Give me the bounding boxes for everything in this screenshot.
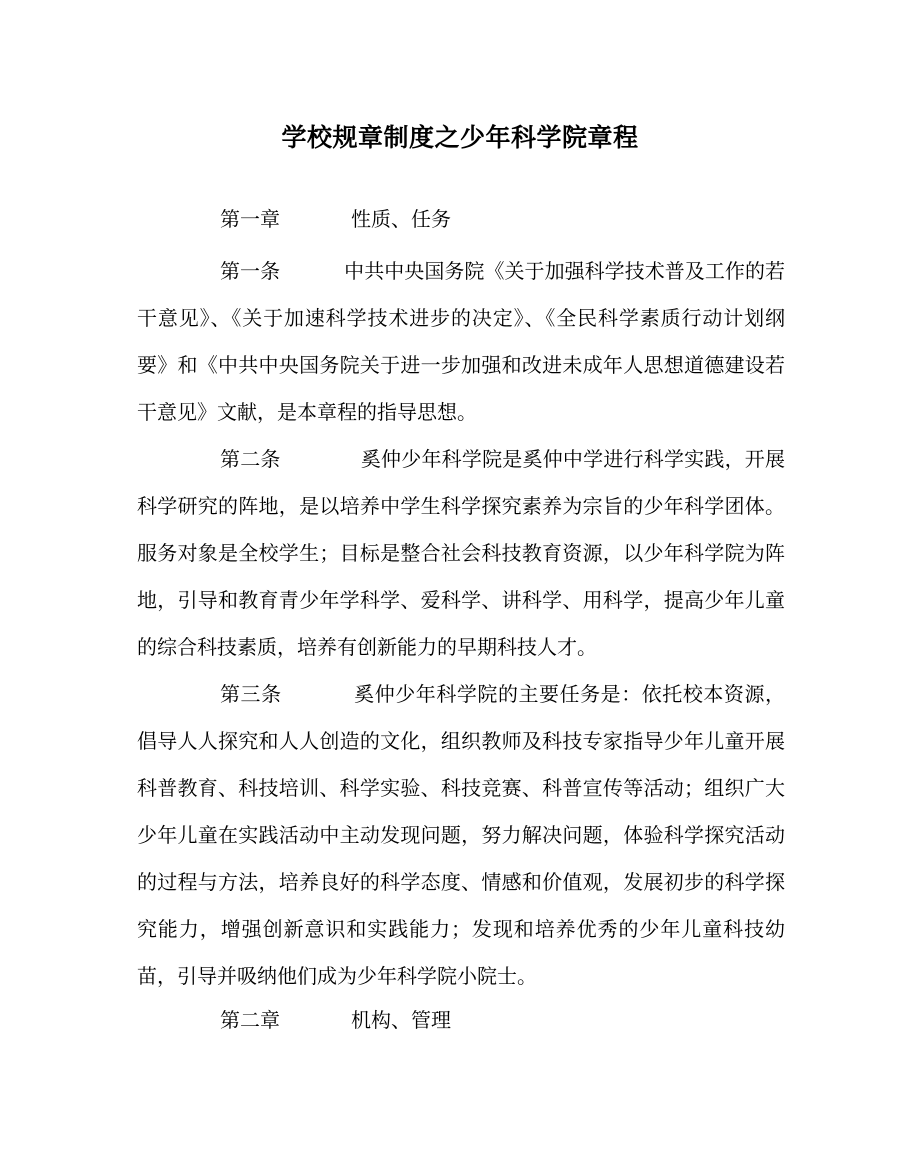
article-label: 第三条 xyxy=(220,682,282,706)
article-text: 奚仲少年科学院的主要任务是：依托校本资源，倡导人人探究和人人创造的文化，组织教师及科技专家指导少年儿童开展科普教育、科技培训、科学实验、科技竞赛、科普宣传等活动；组织广大少年儿童在实践活动中主动发现问题，努力解决问题，体验科学探究活动的过程与方法，培养良好的科学态度、情感和价值观，发展初步的科学探究能力，增强创新意识和实践能力；发现和培养优秀的少年儿童科技幼苗，引导并吸纳他们成为少年科学院小院士。 xyxy=(137,682,785,988)
chapter-heading-1 xyxy=(137,196,785,242)
chapter-label: 第一章 xyxy=(220,207,280,231)
article-text: 奚仲少年科学院是奚仲中学进行科学实践，开展科学研究的阵地，是以培养中学生科学探究素养为宗旨的少年科学团体。服务对象是全校学生；目标是整合社会科技教育资源，以少年科学院为阵地，引导和教育青少年学科学、爱科学、讲科学、用科学，提高少年儿童的综合科技素质，培养有创新能力的早期科技人才。 xyxy=(137,447,785,659)
article-3 xyxy=(137,671,785,1000)
article-text: 中共中央国务院《关于加强科学技术普及工作的若干意见》、《关于加速科学技术进步的决定》、《全民科学素质行动计划纲要》和《中共中央国务院关于进一步加强和改进未成年人思想道德建设若干意见》文献，是本章程的指导思想。 xyxy=(137,259,786,424)
article-1 xyxy=(137,248,785,436)
document-title: 学校规章制度之少年科学院章程 xyxy=(281,123,639,152)
chapter-name: 性质、任务 xyxy=(351,207,451,231)
chapter-heading-2-wrapper xyxy=(137,997,785,1049)
chapter-heading-2 xyxy=(137,997,785,1043)
article-2 xyxy=(137,436,785,671)
chapter-label: 第二章 xyxy=(220,1008,280,1032)
document-body xyxy=(137,196,785,1000)
article-label: 第一条 xyxy=(220,259,281,283)
article-label: 第二条 xyxy=(220,447,281,471)
chapter-name: 机构、管理 xyxy=(351,1008,451,1032)
